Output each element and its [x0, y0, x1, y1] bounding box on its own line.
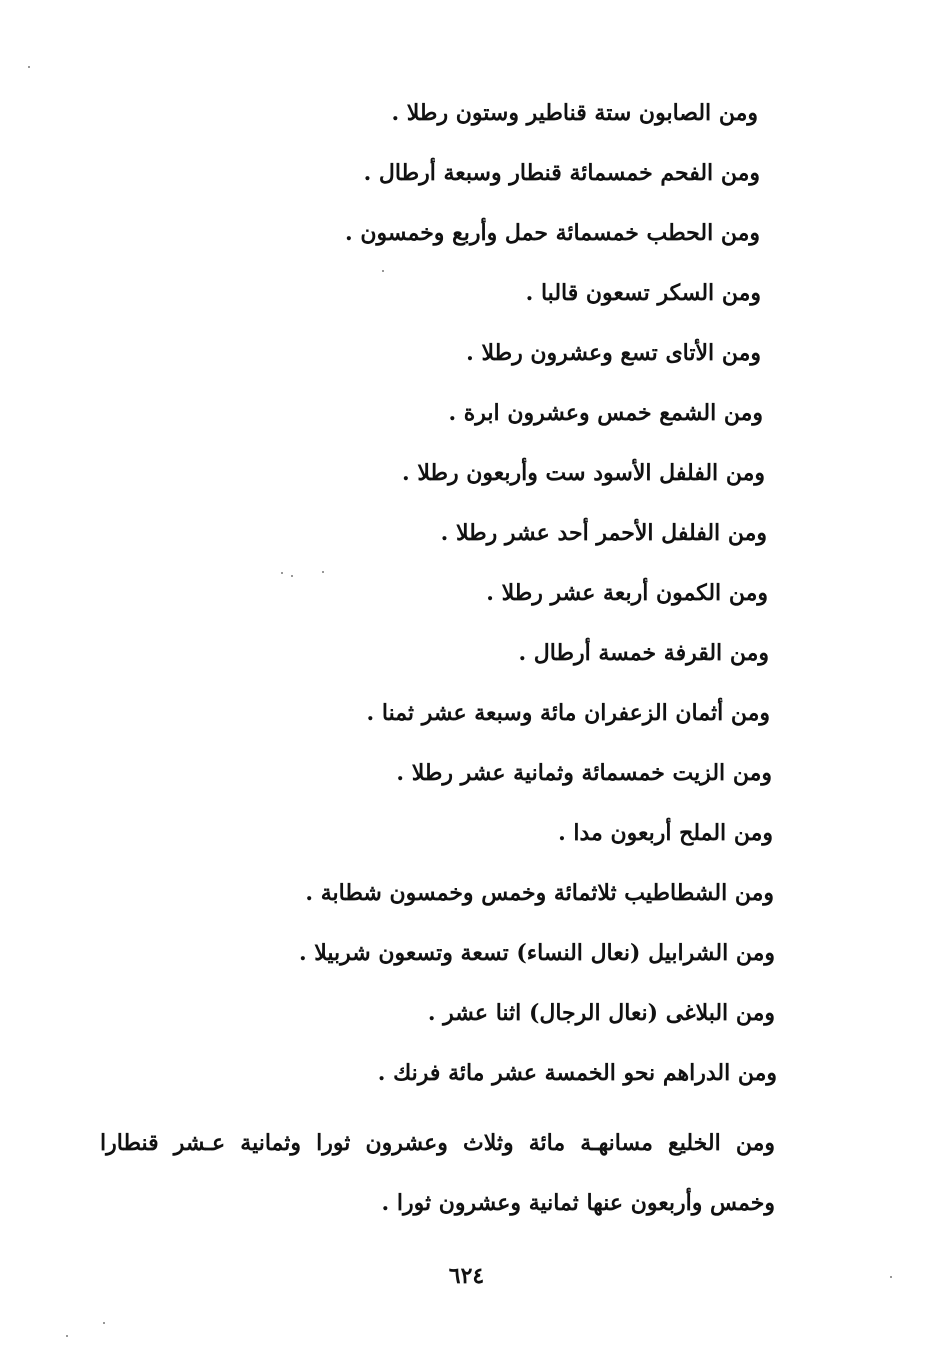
text-line: ومن الفلفل الأسود ست وأربعون رطلا .	[402, 460, 765, 486]
text-line: ومن الكمون أربعة عشر رطلا .	[486, 580, 768, 606]
scan-speck	[291, 575, 293, 577]
text-line: ومن البلاغى (نعال الرجال) اثنا عشر .	[427, 1000, 775, 1026]
text-line: ومن الحطب خمسمائة حمل وأربع وخمسون .	[345, 220, 760, 246]
text-line: ومن الملح أربعون مدا .	[558, 820, 773, 846]
text-line: ومن الأتاى تسع وعشرون رطلا .	[466, 340, 761, 366]
scan-speck	[66, 1335, 68, 1337]
scan-speck	[281, 572, 283, 574]
text-line: ومن الزيت خمسمائة وثمانية عشر رطلا .	[396, 760, 772, 786]
scan-speck	[322, 571, 324, 573]
text-line: ومن الدراهم نحو الخمسة عشر مائة فرنك .	[377, 1060, 777, 1086]
text-line: ومن الشطاطيب ثلاثمائة وخمس وخمسون شطابة .	[305, 880, 774, 906]
text-line: ومن الشرابيل (نعال النساء) تسعة وتسعون شربيلا .	[298, 940, 775, 966]
final-paragraph: ومن الخليع مسانهـة مائة وثلاث وعشرون ثورا وثمانية عـشر قنطارا وخمس وأربعون عنها ثمانية وعشرون ثورا .	[100, 1130, 775, 1216]
text-line: ومن السكر تسعون قالبا .	[525, 280, 761, 306]
text-line: ومن الصابون ستة قناطير وستون رطلا .	[391, 100, 758, 126]
text-line: ومن القرفة خمسة أرطال .	[518, 640, 769, 666]
page-number: ٦٢٤	[448, 1263, 485, 1289]
scan-speck	[28, 66, 30, 68]
scan-speck	[382, 270, 384, 272]
text-line: ومن الشمع خمس وعشرون ابرة .	[448, 400, 763, 426]
scan-speck	[103, 1322, 105, 1324]
text-line: ومن الفحم خمسمائة قنطار وسبعة أرطال .	[363, 160, 760, 186]
text-line: ومن الفلفل الأحمر أحد عشر رطلا .	[440, 520, 767, 546]
text-line: ومن أثمان الزعفران مائة وسبعة عشر ثمنا .	[366, 700, 770, 726]
scan-speck	[890, 1276, 892, 1278]
